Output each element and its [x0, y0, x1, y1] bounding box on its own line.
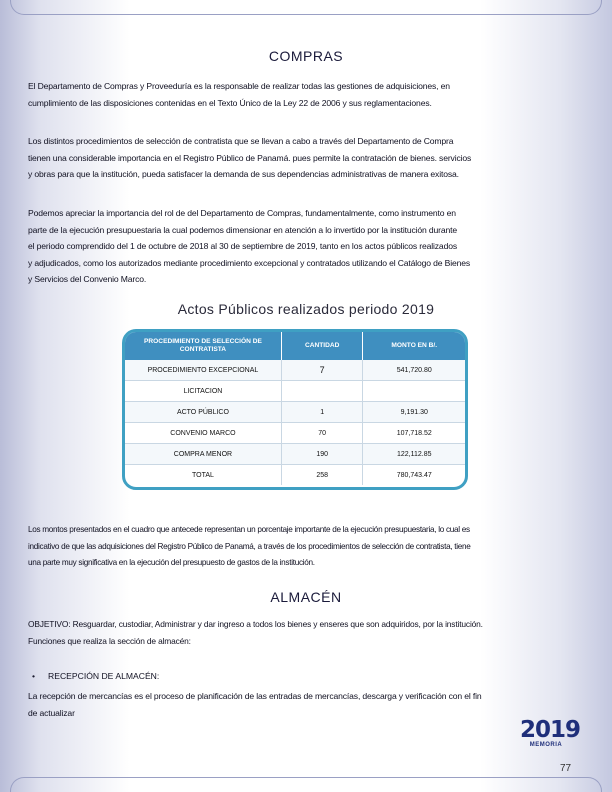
table-row	[125, 444, 465, 465]
table-cell: 1	[281, 402, 363, 423]
text-line: tienen una considerable importancia en el Registro Público de Panamá. pues permite la contratación de bienes. servicios	[28, 152, 472, 163]
text-line: cumplimiento de las disposiciones contenidas en el Texto Único de la Ley 22 de 2006 y sus reglamentaciones.	[28, 97, 432, 108]
text-line: una parte muy significativa en la ejecución del presupuesto de gastos de la institución.	[28, 558, 315, 567]
table-cell: 258	[281, 465, 363, 486]
text-line: Funciones que realiza la sección de almacén:	[28, 635, 191, 646]
text-line: y adjudicados, como los autorizados mediante procedimiento excepcional y contratados utilizando el Catálogo de Bienes	[28, 257, 471, 268]
almacen-objetivo-paragraph	[28, 616, 588, 649]
table-cell: 780,743.47	[396, 471, 432, 479]
table-row	[125, 423, 465, 444]
recepcion-paragraph	[28, 688, 588, 721]
column-header-monto: MONTO EN B/.	[363, 332, 465, 360]
actos-publicos-table-frame	[122, 329, 468, 490]
recepcion-label: RECEPCIÓN DE ALMACÉN:	[48, 671, 160, 681]
table-cell: COMPRA MENOR	[125, 444, 281, 465]
page-number: 77	[560, 763, 572, 774]
column-header-cantidad: CANTIDAD	[281, 332, 363, 360]
table-cell	[363, 381, 465, 402]
text-line: indicativo de que las adquisiciones del Registro Público de Panamá, a través de los procedimientos de selección de contratista, tiene	[28, 541, 471, 551]
table-cell: LICITACION	[125, 381, 281, 402]
table-cell	[281, 381, 363, 402]
page-bottom-frame	[10, 777, 602, 792]
page-top-frame	[10, 0, 602, 15]
text-line: y Servicios del Convenio Marco.	[28, 274, 147, 284]
table-cell: 7	[281, 360, 363, 381]
table-cell: 9,191.30	[363, 402, 465, 423]
text-line: OBJETIVO: Resguardar, custodiar, Administrar y dar ingreso a todos los bienes y enseres que son adquiridos, por la institución.	[28, 619, 483, 629]
table-row	[125, 360, 465, 381]
table-cell: 70	[281, 423, 363, 444]
compras-paragraph-1	[28, 78, 588, 111]
text-line: Podemos apreciar la importancia del rol de del Departamento de Compras, fundamentalmente, como instrumento en	[28, 208, 456, 218]
table-title: Actos Públicos realizados periodo 2019	[177, 301, 435, 317]
text-line: Los montos presentados en el cuadro que antecede representan un porcentaje importante de la ejecución presupuestaria, lo cual es	[28, 525, 470, 534]
actos-publicos-table	[125, 332, 465, 485]
table-cell: 107,718.52	[363, 423, 465, 444]
bullet-icon: •	[32, 671, 36, 681]
table-cell: ACTO PÚBLICO	[125, 402, 281, 423]
table-cell: 190	[281, 444, 363, 465]
compras-paragraph-2	[28, 133, 588, 183]
logo-subtitle: MEMORIA	[529, 742, 563, 748]
memoria-2019-logo	[520, 717, 581, 754]
table-cell: CONVENIO MARCO	[125, 423, 281, 444]
table-cell: TOTAL	[125, 465, 281, 486]
logo-year: 2019	[520, 717, 581, 743]
table-cell: PROCEDIMIENTO EXCEPCIONAL	[125, 360, 281, 381]
table-total-row	[125, 465, 465, 486]
compras-paragraph-3	[28, 205, 588, 288]
almacen-heading: ALMACÉN	[270, 589, 342, 605]
table-row	[125, 381, 465, 402]
table-cell: 541,720.80	[363, 360, 465, 381]
text-line: Los distintos procedimientos de selección de contratista que se llevan a cabo a través del Departamento de Compra	[28, 136, 454, 146]
table-row	[125, 402, 465, 423]
table-header-row	[125, 332, 465, 360]
table-cell: 122,112.85	[363, 444, 465, 465]
text-line: El Departamento de Compras y Proveeduría es la responsable de realizar todas las gestiones de adquisiciones, en	[28, 81, 450, 91]
column-header-procedimiento: PROCEDIMIENTO DE SELECCIÓN DE CONTRATISTA	[125, 332, 281, 360]
text-line: parte de la ejecución presupuestaria la cual podemos dimensionar en atención a lo invertido por la institución durante	[28, 224, 457, 235]
text-line: el periodo comprendido del 1 de octubre de 2018 al 30 de septiembre de 2019, tanto en los actos públicos realizados	[28, 241, 457, 251]
table-commentary-paragraph	[28, 522, 588, 572]
text-line: La recepción de mercancías es el proceso de planificación de las entradas de mercancías, descarga y verificación con el fin	[28, 691, 482, 701]
text-line: de actualizar	[28, 707, 75, 718]
text-line: y obras para que la institución, pueda satisfacer la demanda de sus dependencias administrativas de manera exitosa.	[28, 169, 459, 179]
compras-heading: COMPRAS	[268, 48, 344, 64]
